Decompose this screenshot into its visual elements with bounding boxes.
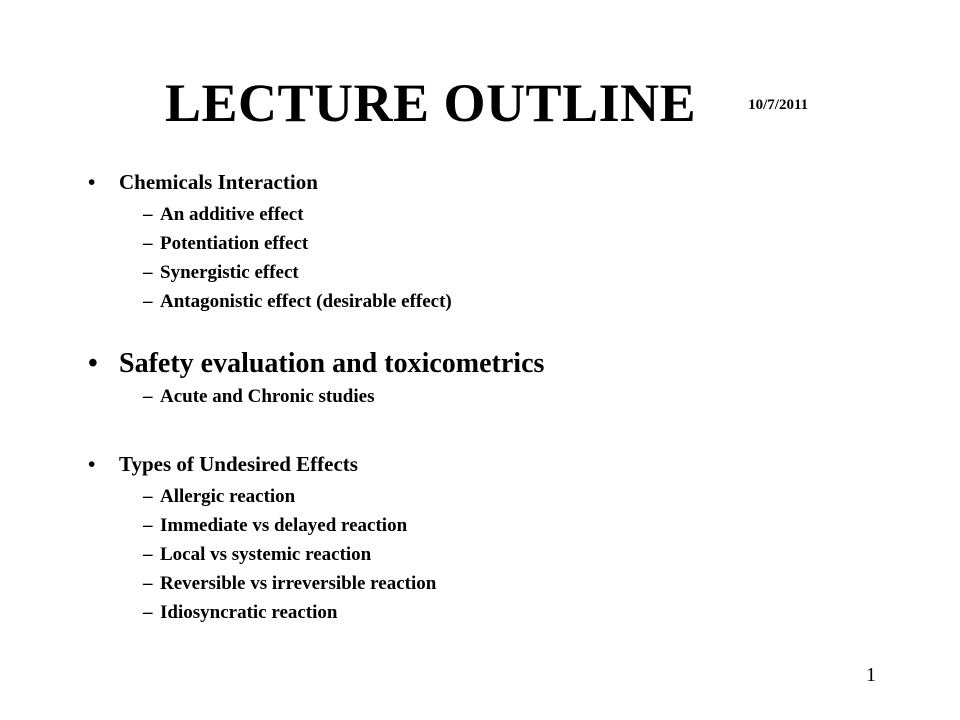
bullet-item — [88, 454, 436, 475]
sub-item — [88, 511, 436, 540]
sub-item — [88, 200, 452, 229]
dash-icon: – — [143, 602, 153, 623]
bullet-icon: • — [88, 452, 96, 476]
sub-item — [88, 598, 436, 627]
sub-item — [88, 258, 452, 287]
bullet-heading: Chemicals Interaction — [119, 170, 318, 194]
sub-item-label: Acute and Chronic studies — [160, 386, 375, 407]
page-number: 1 — [866, 664, 876, 686]
sub-item-label: Local vs systemic reaction — [160, 544, 372, 565]
sub-item-label: Potentiation effect — [160, 233, 309, 254]
bullet-item — [88, 350, 544, 378]
bullet-heading: Types of Undesired Effects — [119, 452, 358, 476]
dash-icon: – — [143, 544, 153, 565]
sub-item — [88, 569, 436, 598]
sub-item — [88, 229, 452, 258]
dash-icon: – — [143, 262, 153, 283]
sub-item-label: An additive effect — [160, 204, 304, 225]
bullet-item — [88, 172, 452, 193]
dash-icon: – — [143, 486, 153, 507]
bullet-icon: • — [88, 348, 98, 379]
sub-item-label: Reversible vs irreversible reaction — [160, 573, 437, 594]
sub-item — [88, 287, 452, 316]
title-row — [165, 72, 808, 134]
dash-icon: – — [143, 386, 153, 407]
sub-item — [88, 382, 544, 411]
dash-icon: – — [143, 291, 153, 312]
section-chemicals-interaction — [88, 172, 452, 316]
page-title: LECTURE OUTLINE — [165, 73, 697, 133]
sub-item-label: Antagonistic effect (desirable effect) — [160, 291, 452, 312]
sub-item-label: Immediate vs delayed reaction — [160, 515, 408, 536]
sub-item — [88, 482, 436, 511]
sub-item-label: Allergic reaction — [160, 486, 296, 507]
sub-item-label: Idiosyncratic reaction — [160, 602, 338, 623]
sub-item-label: Synergistic effect — [160, 262, 299, 283]
dash-icon: – — [143, 573, 153, 594]
sub-item — [88, 540, 436, 569]
bullet-icon: • — [88, 170, 96, 194]
dash-icon: – — [143, 515, 153, 536]
dash-icon: – — [143, 233, 153, 254]
dash-icon: – — [143, 204, 153, 225]
section-undesired-effects — [88, 454, 436, 627]
bullet-heading: Safety evaluation and toxicometrics — [119, 348, 545, 379]
slide-date: 10/7/2011 — [748, 97, 809, 113]
section-safety-evaluation — [88, 350, 544, 411]
